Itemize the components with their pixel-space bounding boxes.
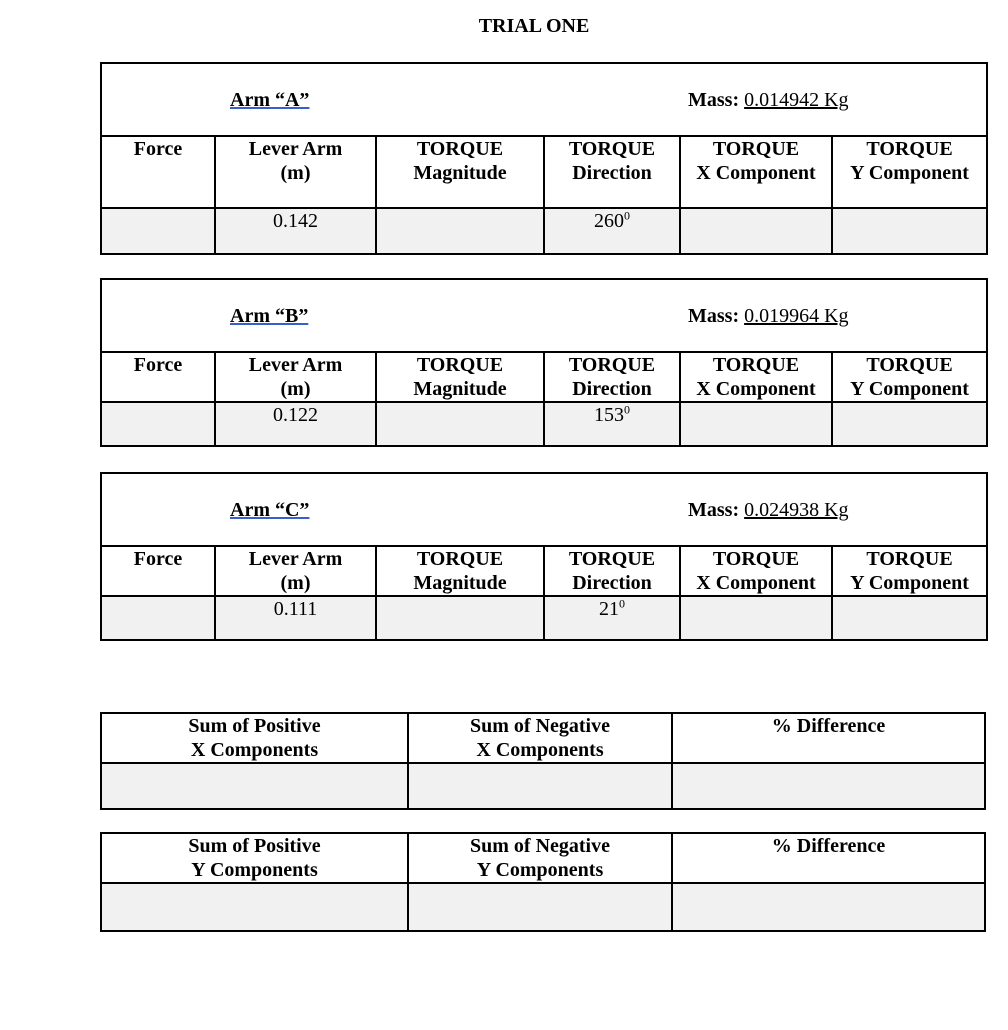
torque-y-cell[interactable] xyxy=(832,402,987,446)
difference-x-header: % Difference xyxy=(672,713,985,763)
torque-magnitude-header: TORQUE Magnitude xyxy=(376,546,544,596)
summary-y-table xyxy=(100,832,986,932)
torque-x-cell[interactable] xyxy=(680,402,832,446)
lever-arm-value: 0.122 xyxy=(215,402,376,446)
force-value-cell[interactable] xyxy=(101,596,215,640)
sum-negative-x-cell[interactable] xyxy=(408,763,672,809)
mass-prefix: Mass: xyxy=(688,499,745,521)
force-header: Force xyxy=(101,546,215,596)
direction-sup: 0 xyxy=(624,208,630,223)
difference-y-cell[interactable] xyxy=(672,883,985,931)
lever-arm-value: 0.111 xyxy=(215,596,376,640)
mass-prefix: Mass: xyxy=(688,305,745,327)
torque-y-header: TORQUE Y Component xyxy=(832,546,987,596)
force-value-cell[interactable] xyxy=(101,208,215,254)
torque-direction-header: TORQUE Direction xyxy=(544,546,680,596)
mass-value: 0.024938 Kg xyxy=(744,499,849,521)
torque-x-header: TORQUE X Component xyxy=(680,136,832,208)
sum-positive-y-cell[interactable] xyxy=(101,883,408,931)
lever-arm-header: Lever Arm (m) xyxy=(215,352,376,402)
arm-b-table xyxy=(100,278,988,447)
mass-label xyxy=(688,304,849,328)
sum-negative-x-header: Sum of Negative X Components xyxy=(408,713,672,763)
arm-label: Arm “C” xyxy=(230,499,310,521)
sum-positive-x-cell[interactable] xyxy=(101,763,408,809)
torque-magnitude-cell[interactable] xyxy=(376,596,544,640)
mass-label xyxy=(688,88,849,112)
arm-label: Arm “B” xyxy=(230,305,309,327)
torque-direction-value xyxy=(544,402,680,446)
mass-value: 0.014942 Kg xyxy=(744,89,849,111)
sum-negative-y-cell[interactable] xyxy=(408,883,672,931)
sum-negative-y-header: Sum of Negative Y Components xyxy=(408,833,672,883)
force-header: Force xyxy=(101,136,215,208)
mass-prefix: Mass: xyxy=(688,89,745,111)
torque-magnitude-header: TORQUE Magnitude xyxy=(376,136,544,208)
torque-direction-value xyxy=(544,596,680,640)
arm-header xyxy=(101,63,987,136)
difference-x-cell[interactable] xyxy=(672,763,985,809)
summary-x-table xyxy=(100,712,986,810)
torque-y-header: TORQUE Y Component xyxy=(832,136,987,208)
arm-a-table xyxy=(100,62,988,255)
torque-x-cell[interactable] xyxy=(680,596,832,640)
arm-label: Arm “A” xyxy=(230,89,310,111)
sum-positive-y-header: Sum of Positive Y Components xyxy=(101,833,408,883)
torque-x-header: TORQUE X Component xyxy=(680,352,832,402)
sum-positive-x-header: Sum of Positive X Components xyxy=(101,713,408,763)
torque-y-cell[interactable] xyxy=(832,208,987,254)
torque-magnitude-cell[interactable] xyxy=(376,402,544,446)
torque-direction-header: TORQUE Direction xyxy=(544,352,680,402)
torque-x-header: TORQUE X Component xyxy=(680,546,832,596)
torque-direction-header: TORQUE Direction xyxy=(544,136,680,208)
page-title: TRIAL ONE xyxy=(478,15,590,37)
direction-number: 260 xyxy=(594,210,624,232)
torque-y-cell[interactable] xyxy=(832,596,987,640)
lever-arm-header: Lever Arm (m) xyxy=(215,136,376,208)
torque-x-cell[interactable] xyxy=(680,208,832,254)
mass-label xyxy=(688,498,849,522)
force-header: Force xyxy=(101,352,215,402)
direction-number: 153 xyxy=(594,404,624,426)
direction-number: 21 xyxy=(599,598,619,620)
torque-magnitude-header: TORQUE Magnitude xyxy=(376,352,544,402)
mass-value: 0.019964 Kg xyxy=(744,305,849,327)
torque-y-header: TORQUE Y Component xyxy=(832,352,987,402)
lever-arm-value: 0.142 xyxy=(215,208,376,254)
difference-y-header: % Difference xyxy=(672,833,985,883)
direction-sup: 0 xyxy=(619,596,625,611)
force-value-cell[interactable] xyxy=(101,402,215,446)
lever-arm-header: Lever Arm (m) xyxy=(215,546,376,596)
torque-direction-value xyxy=(544,208,680,254)
direction-sup: 0 xyxy=(624,402,630,417)
arm-header xyxy=(101,473,987,546)
arm-c-table xyxy=(100,472,988,641)
arm-header xyxy=(101,279,987,352)
torque-magnitude-cell[interactable] xyxy=(376,208,544,254)
